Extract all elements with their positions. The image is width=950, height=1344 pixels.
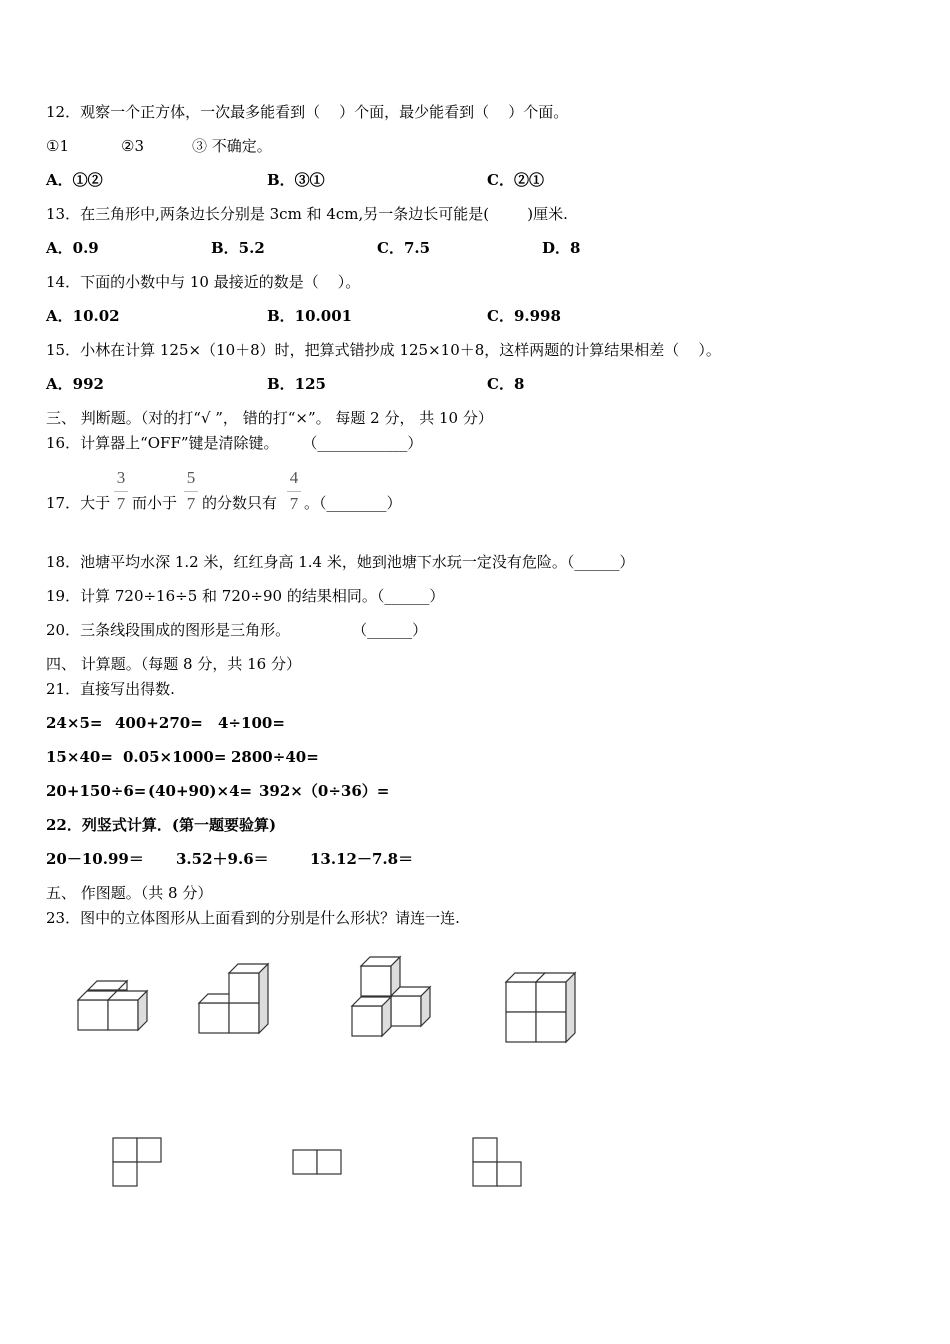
q12-option-b[interactable]: B．③① <box>267 171 325 189</box>
q13-stem: 13．在三角形中,两条边长分别是 3cm 和 4cm,另一条边长可能是( )厘米. <box>46 205 568 223</box>
q17-prefix: 17．大于 <box>46 494 111 512</box>
q23-stem: 23．图中的立体图形从上面看到的分别是什么形状？请连一连. <box>46 909 460 927</box>
q21-r3-c2: (40+90)×4= <box>148 782 253 800</box>
q22-item-3: 13.12－7.8＝ <box>310 850 414 868</box>
solid-2[interactable] <box>199 964 268 1033</box>
q12-stem: 12．观察一个正方体，一次最多能看到（ ）个面，最少能看到（ ）个面。 <box>46 103 569 121</box>
q20-text: 20．三条线段围成的图形是三角形。 （______） <box>46 621 428 639</box>
q21-r2-c1: 15×40= <box>46 748 113 766</box>
q14-stem: 14．下面的小数中与 10 最接近的数是（ ）。 <box>46 273 361 291</box>
q14-option-a[interactable]: A．10.02 <box>46 307 120 325</box>
q12-option-c[interactable]: C．②① <box>487 171 544 189</box>
q13-option-d[interactable]: D．8 <box>542 239 581 257</box>
q14-option-b[interactable]: B．10.001 <box>267 307 353 325</box>
q17-frac3-den: 7 <box>289 494 299 513</box>
q22-item-2: 3.52＋9.6＝ <box>176 850 269 868</box>
q21-r2-c3: 2800÷40= <box>231 748 319 766</box>
q17-frac1-num: 3 <box>116 468 126 487</box>
q12-option-a[interactable]: A．①② <box>46 171 103 189</box>
q21-r2-c2: 0.05×1000= <box>123 748 227 766</box>
q13-option-c[interactable]: C．7.5 <box>377 239 431 257</box>
q17-frac1-den: 7 <box>116 494 126 513</box>
q19-text: 19．计算 720÷16÷5 和 720÷90 的结果相同。（______） <box>46 587 445 605</box>
top-view-3[interactable] <box>473 1138 521 1186</box>
q17-tail: 。（________） <box>304 494 402 512</box>
top-view-1[interactable] <box>113 1138 161 1186</box>
q21-r1-c1: 24×5= <box>46 714 103 732</box>
q22-stem: 22．列竖式计算．(第一题要验算) <box>46 816 277 834</box>
q18-text: 18．池塘平均水深 1.2 米，红红身高 1.4 米，她到池塘下水玩一定没有危险。（______） <box>46 553 635 571</box>
q17-mid: 而小于 <box>132 494 178 512</box>
q15-option-c[interactable]: C．8 <box>487 375 525 393</box>
solid-3[interactable] <box>352 957 430 1036</box>
q21-r3-c3: 392×（0÷36）= <box>259 782 390 800</box>
q12-choice-2: ②3 <box>121 137 144 155</box>
section-3-title: 三、 判断题。（对的打“√ ”， 错的打“×”。 每题 2 分， 共 10 分） <box>46 409 493 427</box>
q15-stem: 15．小林在计算 125×（10＋8）时，把算式错抄成 125×10＋8，这样两题的计算结果相差（ ）。 <box>46 341 721 359</box>
q17-suffix: 的分数只有 <box>202 494 278 512</box>
q21-stem: 21．直接写出得数. <box>46 680 175 698</box>
q14-option-c[interactable]: C．9.998 <box>487 307 561 325</box>
top-view-2[interactable] <box>293 1150 341 1174</box>
q21-r3-c1: 20+150÷6= <box>46 782 147 800</box>
q21-r1-c2: 400+270= <box>115 714 203 732</box>
q15-option-b[interactable]: B．125 <box>267 375 326 393</box>
q12-choice-1: ①1 <box>46 137 69 155</box>
q13-option-b[interactable]: B．5.2 <box>211 239 265 257</box>
solid-1[interactable] <box>78 981 147 1030</box>
q17-frac2-num: 5 <box>186 468 196 487</box>
solid-4[interactable] <box>506 973 575 1042</box>
section-5-title: 五、 作图题。（共 8 分） <box>46 884 213 902</box>
section-4-title: 四、 计算题。（每题 8 分，共 16 分） <box>46 655 301 673</box>
q15-option-a[interactable]: A．992 <box>46 375 104 393</box>
q12-choice-3: ③ 不确定。 <box>192 137 272 155</box>
q16-text: 16．计算器上“OFF”键是清除键。 （____________） <box>46 434 423 452</box>
q17-frac2-den: 7 <box>186 494 196 513</box>
q21-r1-c3: 4÷100= <box>218 714 285 732</box>
q17-frac3-num: 4 <box>289 468 299 487</box>
q13-option-a[interactable]: A．0.9 <box>46 239 99 257</box>
q22-item-1: 20－10.99＝ <box>46 850 144 868</box>
